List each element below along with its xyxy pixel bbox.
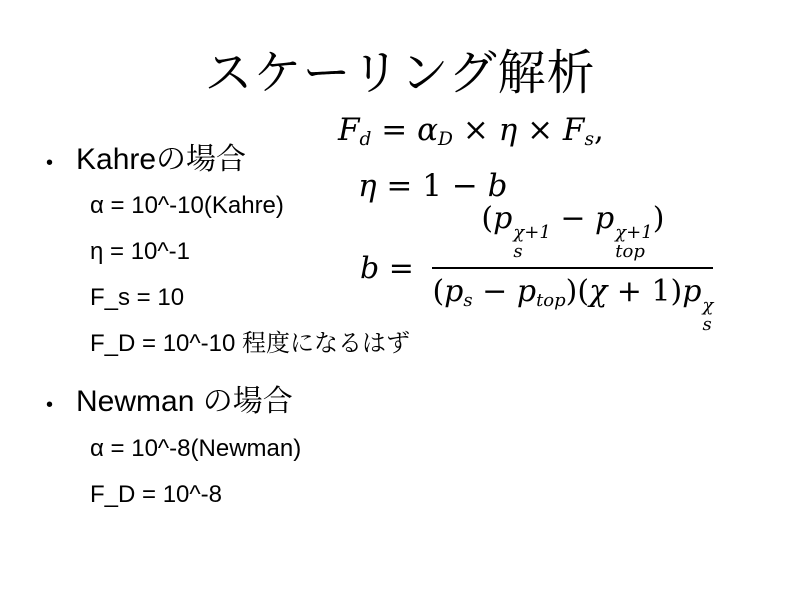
bullet-marker: • — [46, 394, 54, 416]
math-token: α — [417, 112, 439, 148]
fraction — [432, 201, 713, 334]
math-token: = — [379, 250, 424, 286]
subitem-eta-value: η = 10^-1 — [90, 238, 190, 265]
bullet-label-newman: Newman の場合 — [76, 385, 293, 418]
math-token: ( — [481, 201, 494, 237]
math-token: ) — [652, 201, 665, 237]
math-token: = — [371, 112, 418, 148]
equation-fd — [338, 112, 604, 151]
math-token: ( — [432, 274, 445, 309]
math-token: b — [487, 168, 508, 204]
math-supsub — [702, 294, 714, 335]
math-superscript: χ — [702, 294, 714, 316]
equation-eta — [358, 168, 508, 204]
math-token: × — [517, 112, 563, 148]
bullet-item-kahre — [46, 140, 376, 183]
math-token: + 1) — [607, 274, 683, 309]
math-supsub — [615, 224, 652, 262]
subitem-alpha-kahre: α = 10^-10(Kahre) — [90, 192, 284, 219]
math-subscript: D — [438, 129, 453, 151]
bullet-list — [46, 140, 411, 518]
fraction-numerator — [432, 201, 713, 269]
math-subscript: d — [359, 129, 372, 151]
math-token: × — [452, 112, 499, 148]
math-token: F — [562, 112, 585, 148]
math-token: , — [593, 112, 604, 148]
math-token: η — [498, 112, 518, 148]
math-token: = 1 − — [376, 168, 488, 204]
math-token: F — [338, 112, 360, 148]
subitem-fd-newman: F_D = 10^-8 — [90, 481, 222, 508]
math-subscript: s — [584, 129, 594, 151]
math-token: − — [472, 274, 517, 309]
math-token: η — [358, 168, 377, 204]
math-token: p — [516, 274, 537, 309]
math-subscript: top — [615, 241, 645, 263]
math-token: p — [444, 274, 464, 309]
math-subscript: s — [702, 313, 712, 335]
slide-title: スケーリング解析 — [204, 47, 596, 100]
math-superscript: χ+1 — [615, 222, 653, 244]
subitem-fs-value: F_s = 10 — [90, 284, 185, 311]
math-subscript: s — [463, 290, 473, 312]
equation-b — [360, 201, 714, 335]
math-token: p — [682, 274, 702, 309]
subitem-alpha-newman: α = 10^-8(Newman) — [90, 435, 302, 462]
math-token: χ — [589, 274, 608, 309]
math-subscript: top — [536, 290, 566, 312]
math-token: − — [550, 201, 596, 237]
math-token: p — [493, 201, 513, 237]
math-token: )( — [565, 274, 590, 309]
bullet-label-kahre: Kahreの場合 — [76, 143, 247, 176]
math-subscript: s — [513, 241, 523, 263]
subitem-fd-kahre: F_D = 10^-10 程度になるはず — [90, 330, 411, 357]
math-token: b — [360, 250, 380, 286]
bullet-item-newman — [46, 381, 376, 426]
math-superscript: χ+1 — [513, 222, 551, 244]
math-token: p — [595, 201, 615, 237]
bullet-marker: • — [46, 152, 54, 174]
math-supsub — [513, 224, 550, 262]
fraction-denominator — [432, 269, 713, 335]
